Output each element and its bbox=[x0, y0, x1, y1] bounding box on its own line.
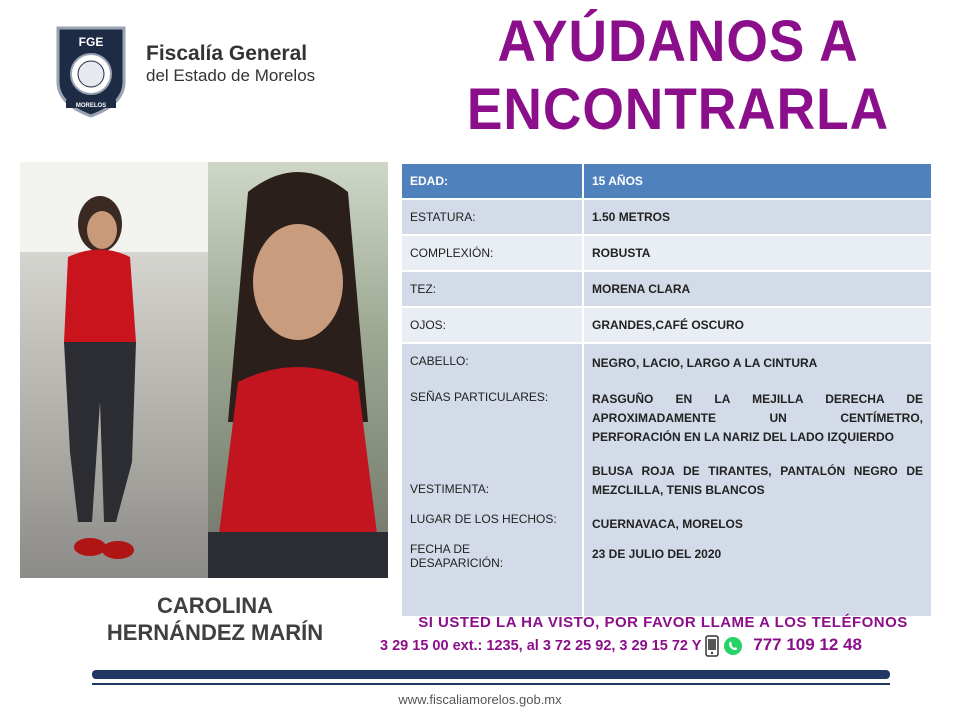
person-photo-full-body bbox=[20, 162, 208, 578]
label-fecha-2: DESAPARICIÓN: bbox=[410, 556, 504, 570]
value-complexion: ROBUSTA bbox=[583, 235, 932, 271]
whatsapp-icon bbox=[723, 636, 743, 656]
website-url: www.fiscaliamorelos.gob.mx bbox=[398, 692, 562, 707]
value-senas-1: RASGUÑO EN LA MEJILLA DERECHA DE bbox=[592, 392, 923, 406]
label-tez: TEZ: bbox=[401, 271, 583, 307]
badge-text: FGE bbox=[78, 35, 104, 49]
value-tez: MORENA CLARA bbox=[583, 271, 932, 307]
label-complexion: COMPLEXIÓN: bbox=[401, 235, 583, 271]
org-name-line2: del Estado de Morelos bbox=[146, 66, 316, 86]
table-row-ojos bbox=[401, 307, 932, 343]
value-cabello: NEGRO, LACIO, LARGO A LA CINTURA bbox=[592, 356, 818, 370]
value-vestimenta-2: MEZCLILLA, TENIS BLANCOS bbox=[592, 483, 765, 497]
value-fecha: 23 DE JULIO DEL 2020 bbox=[592, 547, 722, 561]
fge-badge-logo bbox=[52, 22, 130, 118]
contact-call-to-action bbox=[380, 614, 946, 657]
contact-instruction: SI USTED LA HA VISTO, POR FAVOR LLAME A LOS TELÉFONOS bbox=[418, 614, 908, 631]
headline bbox=[457, 8, 899, 144]
footer-divider-thin bbox=[92, 683, 890, 685]
person-first-name: CAROLINA bbox=[156, 593, 274, 618]
value-lugar: CUERNAVACA, MORELOS bbox=[592, 517, 743, 531]
label-lugar: LUGAR DE LOS HECHOS: bbox=[410, 512, 557, 526]
description-table bbox=[400, 162, 933, 618]
values-column bbox=[583, 343, 932, 617]
label-ojos: OJOS: bbox=[401, 307, 583, 343]
value-estatura: 1.50 METROS bbox=[583, 199, 932, 235]
phone-numbers: 3 29 15 00 ext.: 1235, al 3 72 25 92, 3 29 15 72 Y bbox=[380, 638, 702, 654]
value-vestimenta-1: BLUSA ROJA DE TIRANTES, PANTALÓN NEGRO DE bbox=[592, 464, 923, 478]
person-surnames: HERNÁNDEZ MARÍN bbox=[106, 620, 324, 645]
label-estatura: ESTATURA: bbox=[401, 199, 583, 235]
value-senas-3: PERFORACIÓN EN LA NARIZ DEL LADO IZQUIERDO bbox=[592, 430, 895, 444]
mobile-phone-icon bbox=[705, 635, 719, 657]
value-edad: 15 AÑOS bbox=[583, 163, 932, 199]
headline-line2: ENCONTRARLA bbox=[466, 77, 890, 142]
table-row-details bbox=[401, 343, 932, 617]
label-fecha-1: FECHA DE bbox=[410, 542, 471, 556]
label-edad: EDAD: bbox=[401, 163, 583, 199]
value-ojos: GRANDES,CAFÉ OSCURO bbox=[583, 307, 932, 343]
table-row-estatura bbox=[401, 199, 932, 235]
org-name-line1: Fiscalía General bbox=[146, 42, 308, 65]
organization-name bbox=[146, 42, 315, 86]
whatsapp-number: 777 109 12 48 bbox=[753, 635, 862, 654]
table-row-tez bbox=[401, 271, 932, 307]
label-senas: SEÑAS PARTICULARES: bbox=[410, 390, 549, 404]
contact-phones bbox=[380, 635, 946, 657]
labels-column bbox=[401, 343, 583, 617]
headline-line1: AYÚDANOS A bbox=[497, 9, 859, 74]
badge-bottom-text: MORELOS bbox=[75, 103, 107, 109]
label-cabello: CABELLO: bbox=[410, 354, 469, 368]
table-row-complexion bbox=[401, 235, 932, 271]
footer-divider-thick bbox=[92, 670, 890, 679]
missing-person-name bbox=[60, 592, 370, 646]
label-vestimenta: VESTIMENTA: bbox=[410, 482, 490, 496]
person-photo-portrait bbox=[208, 162, 388, 578]
value-senas-2: APROXIMADAMENTE UN CENTÍMETRO, bbox=[592, 411, 923, 425]
table-row-edad bbox=[401, 163, 932, 199]
